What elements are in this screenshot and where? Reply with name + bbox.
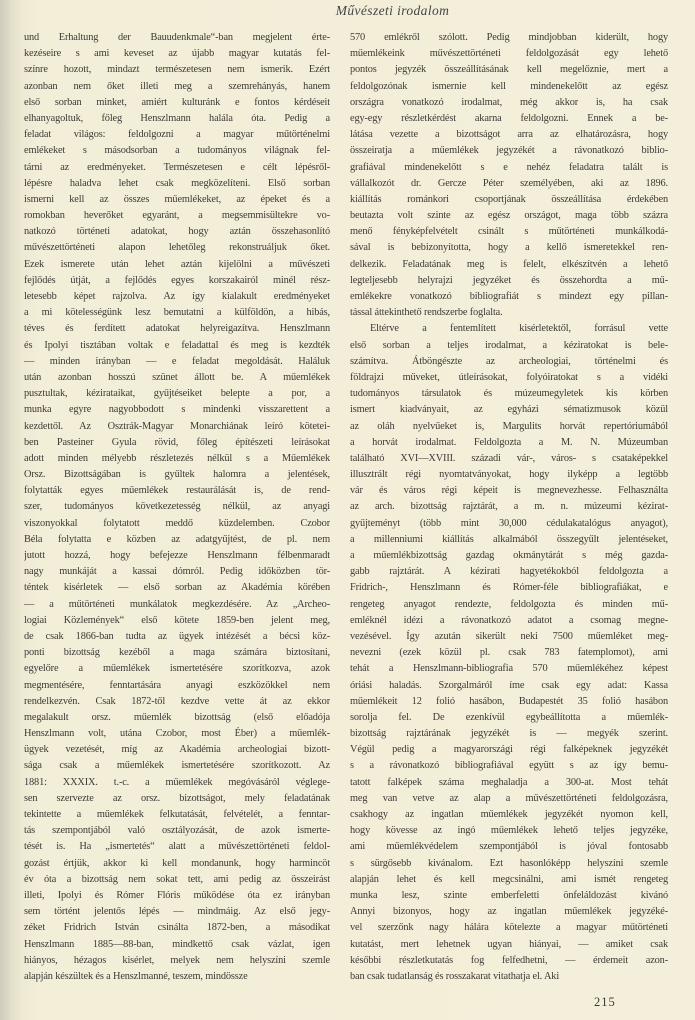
text-line: szer, tudományos következetesség nélkül, az anyagi <box>24 501 330 513</box>
text-line: után azonban hosszú szünet állott be. A műemlékek <box>24 371 330 383</box>
text-line: későbbi részletkutatás fog felfedhetni, — érdemeit azon- <box>350 954 668 966</box>
text-line: ami műemlékvédelem szempontjából is jóval fontosabb <box>350 841 668 853</box>
text-line: Fridrich-, Henszlmann és Rómer-féle bibliografiákat, e <box>350 582 668 594</box>
text-line: látása vezette a bizottságot arra az elhatározásra, hogy <box>350 129 668 141</box>
text-line: delkezik. Feladatának meg is felelt, elkészítvén a lehető <box>350 258 668 270</box>
text-line: emléknél idézi a rávonatkozó adatot a csomag megne- <box>350 614 668 626</box>
text-line: megalakult orsz. műemlék bizottság (első előadója <box>24 711 330 723</box>
text-line: vállalkozót dr. Gercze Péter személyében, aki az 1896. <box>350 177 668 189</box>
text-line: rengeteg anyagot rendezte, feldolgozta és minden mű- <box>350 598 668 610</box>
text-line: sem történt jelentős lépés — mindmáig. Az első jegy- <box>24 906 330 918</box>
text-line: 1881: XXXIX. t.-c. a műemlékek megóvásáról véglege- <box>24 776 330 788</box>
text-line: natkozó történeti adatokat, hogy aztán összehasonlító <box>24 226 330 238</box>
text-line: vezésével. Így azután sikerült neki 7500 műemléket meg- <box>350 630 668 642</box>
text-line: s a rávonatkozó bibliografiával együtt s az így bemu- <box>350 760 668 772</box>
text-line: legteljesebb helyrajzi jegyzéket és összehordta a mű- <box>350 274 668 286</box>
text-line: összeiratja a műemlékek jegyzékét a rávonatkozó biblio- <box>350 145 668 157</box>
text-line: illeti, Ipolyi és Rómer Flóris működése óta ez irányban <box>24 889 330 901</box>
text-line: megmentésére, fenntartására anyagi eszközökkel nem <box>24 679 330 691</box>
text-line: feldolgozónak ismernie kell mindenekelőtt az egész <box>350 80 668 92</box>
text-line: Végül pedig a magyarországi régi falképeknek jegyzékét <box>350 744 668 756</box>
text-line: hiányos, hézagos kisérlet, melyek nem helyszíni szemle <box>24 954 330 966</box>
text-line: romokban heverőket egyaránt, a megsemmisültekre vo- <box>24 210 330 222</box>
text-line: elhanyagoltuk, főleg Henszlmann halála óta. Pedig a <box>24 112 330 124</box>
text-line: letesebb képet rajzolva. Az így kialakult eredményeket <box>24 291 330 302</box>
text-line: folytatták egyes műemlékek restaurálását is, de rend- <box>24 485 330 497</box>
text-line: gyűjteményt (több mint 30,000 cédulakatalógus anyagot), <box>350 517 668 529</box>
text-line: s sürgősebb kivánalom. Ezt hasonlóképp helyszíni szemle <box>350 857 668 869</box>
text-line: Béla folytatta e közben az adatgyűjtést, de pl. nem <box>24 533 330 545</box>
text-line: gozást értjük, akkor ki kell mondanunk, hogy harmincöt <box>24 857 330 869</box>
text-line: kutatást, mert lehetnek ugyan hiányai, — amiket csak <box>350 938 668 950</box>
text-line: tekintette a műemlékek felkutatását, felvételét, a fenntar- <box>24 809 330 820</box>
text-line: és Ipolyi tisztában voltak e feladattal és meg is kezdték <box>24 339 330 351</box>
text-line: munka egyre nagyobbodott s mindenki visszarettent a <box>24 404 330 416</box>
text-line: gabb rajztárát. A kézirati hagyetékokból feldolgozta a <box>350 566 668 578</box>
text-line: alapján készültek és a Henszlmanné, teszem, mindössze <box>24 970 248 982</box>
text-line: Henszlmann 1885—88-ban, mindkettő csak vázlat, igen <box>24 938 330 950</box>
text-line: bizottság rajztárának jegyzékét is — megyék szerint. <box>350 728 668 740</box>
text-line: 570 emlékről szólott. Pedig mindjobban kiderült, hogy <box>350 32 668 43</box>
text-line: művészettörténeti alapon lehetőleg rekonstruáljuk őket. <box>24 242 330 254</box>
text-line: lépésre haladva lehet csak megközelíteni. Első sorban <box>24 177 330 189</box>
text-line: csakhogy az ingatlan műemlékek jegyzékét nyomon kell, <box>350 809 668 820</box>
text-line: tatott falképek száma meghaladja a 300-at. Most tehát <box>350 776 668 788</box>
text-line: tással áttekinthető rendszerbe foglalta. <box>350 307 503 319</box>
text-line: az oláh nyelvűeket is, Margulits horvát repertóriumából <box>350 420 668 432</box>
text-line: Ezek ismerete után lehet aztán kijelölni a művészeti <box>24 258 330 270</box>
text-line: téntek kisérletek — első sorban az Akadémia körében <box>24 582 330 594</box>
text-line: sen szervezte az orsz. bizottságot, mely feladatának <box>24 792 330 804</box>
text-line: ponti bizottság kezéből a maga számára biztosítani, <box>24 647 330 659</box>
text-line: logiai Közlemények“ első kötete 1859-ben jelent meg, <box>24 614 330 626</box>
text-line: kezéseire s ami keveset az újabb magyar kutatás fel- <box>24 48 330 60</box>
text-line: alapján lehet és kell megcsinálni, ami ismét rengeteg <box>350 873 668 885</box>
text-line: hogy kövesse az ingó műemlékek lehető teljes jegyzéke, <box>350 825 668 837</box>
text-line: emlékekre vonatkozó bibliografiát s mindezt egy pillan- <box>350 291 668 302</box>
text-line: beutazta volt szinte az egész országot, maga több százra <box>350 210 668 222</box>
text-line: nagy munkáját a kassai dómról. Pedig időközben tör- <box>24 566 330 578</box>
text-line: Henszlmann volt, utána Czobor, most Éber) a műemlék- <box>24 728 330 740</box>
text-line: az arch. bizottság rajztárát, a m. n. múzeumi kézirat- <box>350 501 668 513</box>
text-line: számítva. Átböngészte az archeologiai, történelmi és <box>350 355 668 367</box>
text-line: ben Pasteiner Gyula rövid, főleg építészeti leírásokat <box>24 436 330 448</box>
text-line: a millenniumi kiállítás alkalmából összegyűlt jelentéseket, <box>350 533 668 545</box>
text-line: óriási haladás. Szorgalmáról íme csak egy adat: Kassa <box>350 679 668 691</box>
text-line: pontos jegyzék összeállításának kell megelőznie, mert a <box>350 64 668 76</box>
text-line: munka lesz, szinte emberfeletti önfeláldozást kivánó <box>350 889 668 901</box>
text-line: jutott hozzá, hogy befejezze Henszlmann félbenmaradt <box>24 550 330 561</box>
text-line: első sorban a teljes irodalmat, a kéziratokat is bele- <box>350 339 668 351</box>
text-line: azonban nem őket illeti meg a szemrehányás, hanem <box>24 80 330 92</box>
text-line: nevezni (ezek közül pl. csak 783 fatemplomot), ami <box>350 647 668 659</box>
text-line: vár és város régi képeit is megnevezhesse. Felhasználta <box>350 485 668 497</box>
text-line: menő fényképfelvételt csinált s műtörténeti munkálkodá- <box>350 226 668 238</box>
text-line: év óta a bizottság nem sokat tett, ami pedig az összeirást <box>24 873 330 885</box>
text-line: első sorban minket, amiért kulturánk e fontos kérdéseit <box>24 96 330 108</box>
text-line: viszonyokkal folytatott meddő küzdelemben. Czobor <box>24 517 330 529</box>
text-line: de csak 1866-ban tudta az ügyek intézését a bécsi köz- <box>24 630 330 642</box>
text-line: sával is bebizonyította, hogy a kellő ismeretekkel ren- <box>350 242 668 254</box>
text-line: színre hozott, mindazt természetesen nem ismerik. Ezért <box>24 64 330 76</box>
text-line: kiállítás románkori csoportjának összeállítása érdekében <box>350 193 668 205</box>
text-line: tás szempontjából való osztályozását, de azok ismerte- <box>24 825 330 837</box>
text-line: földrajzi műveket, útleírásokat, folyóiratokat s a vidéki <box>350 371 668 383</box>
text-line: egyelőre a műemlékek ismertetésére szorítkozva, azok <box>24 663 330 675</box>
text-line: Eltérve a fentemlített kisérletektől, forrásul vette <box>370 323 668 335</box>
text-line: tárni az eredményeket. Természetesen e célt lépésről- <box>24 161 330 173</box>
text-line: und Erhaltung der Bauudenkmale“-ban megjelent érte- <box>24 32 330 43</box>
text-line: fejlődés útját, a fejlődés egyes korszakairól minél rész- <box>24 274 330 286</box>
text-line: vel szerzőnk nagy hálára kötelezte a magyar műtörténeti <box>350 922 668 934</box>
text-line: tését is. Ha „ismertetés“ alatt a művészettörténeti feldol- <box>24 841 330 853</box>
text-line: illusztrált régi nyomtatványokat, hogy ilyképp a legtöbb <box>350 469 668 481</box>
text-line: tehát a Henszlmann-bibliografia 570 műemlékéhez képest <box>350 663 668 675</box>
text-line: ügyek vezetését, míg az Akadémia archeologiai bizott- <box>24 744 330 756</box>
text-line: egy-egy részletkérdést akarna feldolgozni. Ennek a be- <box>350 112 668 124</box>
text-line: Orsz. Bizottságában is gyűltek halomra a jelentések, <box>24 469 330 481</box>
text-line: ismerni kell az összes műemlékeket, az épeket és a <box>24 193 330 205</box>
text-line: műemlékeit 12 folió hasábon, Budapestét 35 folió hasábon <box>350 695 668 707</box>
text-line: grafiával mindenekelőtt s e nehéz feladatra talált is <box>350 161 668 173</box>
text-line: feladat világos: feldolgozni a magyar műtörténelmi <box>24 129 330 141</box>
page-number: 215 <box>594 995 616 1009</box>
text-line: pusztultak, kézirataikat, gyűjtéseiket belepte a por, a <box>24 388 330 400</box>
text-line: a horvát irodalmat. Feldolgozta a M. N. Múzeumban <box>350 436 668 448</box>
text-line: műemlékeink művészettörténeti feldolgozását egy lehető <box>350 48 668 60</box>
right-column <box>350 30 668 990</box>
text-line: ismert kiadványait, az egyházi sématizmusok közül <box>350 404 668 416</box>
text-line: ban csak tudatlanság és rosszakarat vitathatja el. Aki <box>350 970 560 982</box>
running-head: Művészeti irodalom <box>335 3 450 18</box>
text-line: a műemlékbizottság gazdag okmánytárát s még gazda- <box>350 550 668 561</box>
text-line: adott minden mélyebb részletezés nélkül s a Műemlékek <box>24 452 330 464</box>
left-column <box>24 30 330 990</box>
text-line: — minden irányban — e feladat megoldását. Haláluk <box>24 355 330 367</box>
text-line: Annyi bizonyos, hogy az ingatlan műemlékek jegyzéké- <box>350 906 668 918</box>
text-line: rendelkezvén. Csak 1872-től kezdve vette át az ekkor <box>24 695 330 707</box>
text-line: emlékeket s másodsorban a tudományos világnak fel- <box>24 145 330 157</box>
text-line: sága csak a műemlékek ismertetésére szorítkozott. Az <box>24 760 330 772</box>
text-line: tudományos társulatok és múzeumegyletek kis körben <box>350 388 668 400</box>
text-line: — a műtörténeti munkálatok megkezdésére. Az „Archeo- <box>24 598 330 610</box>
text-line: a mi kötelességünk lesz bemutatni a külföldön, a hibás, <box>24 307 330 319</box>
text-line: országra vonatkozó irodalmat, még akkor is, ha csak <box>350 96 668 108</box>
text-line: található XVI—XVIII. századi vár-, város- s csataképekkel <box>350 452 668 464</box>
text-line: kezdettől. Az Osztrák-Magyar Monarchiának leíró kötetei- <box>24 420 330 432</box>
text-line: sorolja fel. De ezenkívül egybeállította a műemlék- <box>350 711 668 723</box>
text-line: meg van vetve az alap a művészettörténeti feldolgozásra, <box>350 792 668 804</box>
text-line: zéket Fridrich István csinálta 1872-ben, a másodikat <box>24 922 330 934</box>
text-line: téves és ferdített adatokat helyreigazítva. Henszlmann <box>24 323 330 335</box>
